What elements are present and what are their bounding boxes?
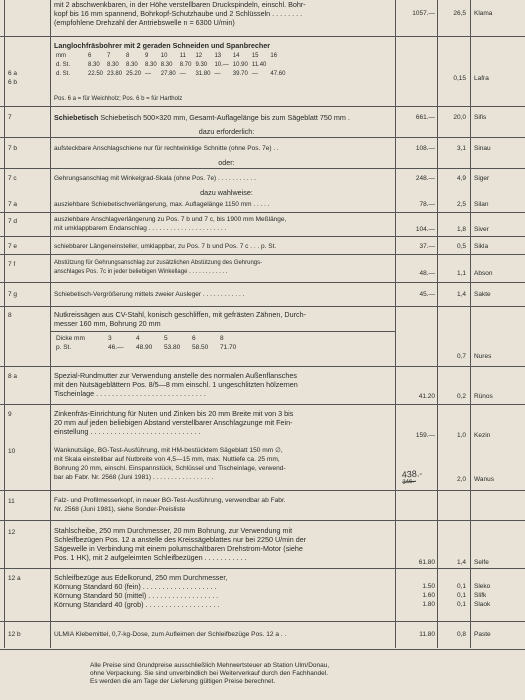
item-row: 12 a Schleifbezüge aus Edelkorund, 250 mm Durchmesser, Körnung Standard 60 (fein) . . . . . . . . . . . . . . . . . . . Körnung Standard 50 (mittel) . . . . . . . . . . . . . . . . . . Körnung Standard 40 (grob) . . . . . . . . . . . . . . . . . . . 1.50 1.60 1.80 0,1 0,1 0,1 Sleko Slifk Slaok: [0, 568, 525, 622]
item-row: 7 g Schiebetisch-Vergrößerung mittels zweier Ausleger . . . . . . . . . . . . 45.— 1,4 Sakte: [0, 282, 525, 307]
item-row: 7 f Abstützung für Gehrungsanschlag zur zusätzlichen Abstützung des Gehrungs- anschlages Pos. 7c in jeder beliebigen Winkellage . . . . . . . . . . . . 48.— 1,1 Abson: [0, 254, 525, 283]
item-row: 12 b ULMIA Klebemittel, 0,7-kg-Dose, zum Aufleimen der Schleifbezüge Pos. 12 a . . 11.80 0,8 Paste: [0, 621, 525, 650]
item-row: 7 Schiebetisch Schiebetisch 500×320 mm, Gesamt-Auflagelänge bis zum Sägeblatt 750 mm . 661.— 20,0 Sifis: [0, 106, 525, 128]
item-row: 9 Zinkenfräs-Einrichtung für Nuten und Zinken bis 20 mm Breite mit von 3 bis 20 mm auf jeden beliebigen Abstand verstellbarer Anschlagzunge mit Fein- einstellung . . . . . . . . . . . . . . . . . . . . . . . . . . . . 159.— 1,0 Kezin: [0, 404, 525, 443]
item-row: 11 Falz- und Profilmesserkopf, in neuer BG-Test-Ausführung, verwendbar ab Fabr. Nr. 2568 (Juni 1981), siehe Sonder-Preisliste: [0, 490, 525, 521]
item-row: 8 a Spezial-Rundmutter zur Verwendung anstelle des normalen Außenflansches mit den Nutsägeblättern Pos. 8/5—8 mm einschl. 1 ungeschlitzten hölzernen Tischeinlage . . . . . . . . . . . . . . . . . . . . . . . . . . . . 41.20 0,2 Rünos: [0, 366, 525, 405]
item-row: 7 d ausziehbare Anschlagverlängerung zu Pos. 7 b und 7 c, bis 1900 mm Meßlänge, mit umklappbarem Endanschlag . . . . . . . . . . . . . . . . . . . . . . 104.— 1,8 Siver: [0, 212, 525, 237]
saw-thickness-table: Dicke mm 3 4 5 6 8 p. St. 46.— 48.90 53.80 58.50 71.70: [56, 335, 237, 351]
item-row: mit 2 abschwenkbaren, in der Höhe verstellbaren Druckspindeln, einschl. Bohr- kopf bis 16 mm spannend, Bohrkopf-Schutzhaube und 2 Schlüsseln . . . . . . . . (empfohlene Drehzahl der Antriebswelle n = 6300 U/min) 1057.— 26,5 Klama: [54, 0, 493, 27]
drill-size-table: mm 6 7 8 9 10 11 12 13 14 15 16 d. St. 8.30 8.30 8.30 8.30 8.30 8.70 9.30 10.— 10.90 11.40 d. St. 22.50 23.80 25.20 — 27.80 — 31.80 — 39.70 — 47.60: [56, 53, 286, 77]
item-row: 10 Wanknutsäge, BG-Test-Ausführung, mit HM-bestücktem Sägeblatt 150 mm ∅, mit Skala einstellbar auf Nutbreite von 4,5—15 mm, max. Nuttiefe ca. 25 mm, Bohrung 20 mm, einschl. Einspannstück, Schlüssel und Tischeinlage, verwend- bar ab Fabr. Nr. 2568 (Juni 1981) . . . . . . . . . . . . . . . . . 2,0 Wanus: [8, 447, 494, 483]
item-row: 12 Stahlscheibe, 250 mm Durchmesser, 20 mm Bohrung, zur Verwendung mit Schleifbezügen Pos. 12 a anstelle des Kreissägeblattes nur bei 2250 U/min der Sägewelle in Verbindung mit einem polumschaltbaren Drehstrom-Motor (siehe Pos. 1 HK), mit 2 aufgeleimten Schleifbezügen . . . . . . . . . . . 61.80 1,4 Selfe: [0, 520, 525, 569]
item-row: 7 e schiebbarer Längeneinsteller, umklappbar, zu Pos. 7 b und Pos. 7 c . . . p. St. 37.— 0,5 Sikla: [0, 236, 525, 255]
item-row: 7 b aufsteckbare Anschlagschiene nur für rechtwinklige Schnitte (ohne Pos. 7e) . . 108.— 3,1 Sinau: [0, 137, 525, 159]
price-footnote: Alle Preise sind Grundpreise ausschließlich Mehrwertsteuer ab Station Ulm/Donau, ohne Verpackung. Sie sind unverbindlich bei Weiterverkauf durch den Fachhandel. Es werden die am Tage der Lieferung gültigen Preise berechnet.: [90, 662, 330, 685]
subheading: dazu erforderlich:: [198, 127, 255, 136]
item-row: 7 a ausziehbare Schiebetischverlängerung, max. Auflagelänge 1150 mm . . . . . 78.— 2,5 Silan: [8, 201, 489, 208]
item-row: 8 Nutkreissägen aus CV-Stahl, konisch geschliffen, mit gefrästen Zähnen, Durch- messer 160 mm, Bohrung 20 mm Dicke mm 3 4 5 6 8 p. St. 46.— 48.90 53.80 58.50 71.70 0,7 Nures: [0, 306, 525, 367]
item-row: 7 c Gehrungsanschlag mit Winkelgrad-Skala (ohne Pos. 7e) . . . . . . . . . . . 248.— 4,9 Siger: [0, 168, 525, 189]
subheading: oder:: [218, 158, 235, 167]
item-row: Langlochfräsbohrer mit 2 geraden Schneiden und Spanbrecher 6 a 6 b mm 6 7 8 9 10 11 12 13 14 15 16 d. St. 8.30 8.30 8.30 8.30 8.30 8.70 9.30 10.— 10.90 11.40 d. St. 22.50 23.80 25.20 — 27.80 — 31.80 — 39.70 — 47.60 Pos. 6 a = für Weichholz; Pos. 6 b = für Hartholz 0,15 Lafra: [0, 36, 525, 107]
handwritten-price: 438.- 346.-: [401, 468, 423, 486]
subheading: dazu wahlweise:: [200, 188, 253, 197]
